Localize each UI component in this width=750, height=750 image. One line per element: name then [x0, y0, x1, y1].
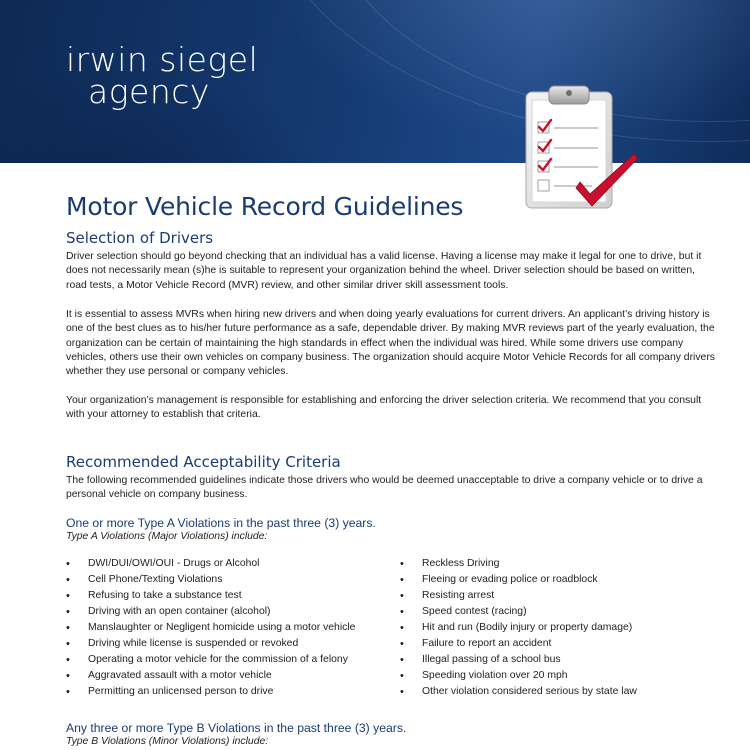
type-a-list-left: [66, 556, 355, 700]
list-item: • Refusing to take a substance test: [66, 588, 355, 604]
list-item: • Manslaughter or Negligent homicide using a motor vehicle: [66, 620, 355, 636]
type-a-list-right: [400, 556, 637, 700]
list-item: • Other violation considered serious by state law: [400, 684, 637, 700]
paragraph-1: Driver selection should go beyond checking that an individual has a valid license. Having a license may make it legal for one to drive, but it does not necessarily mean (s)he is suitable to represent your organization behind the wheel. Driver selection should be based on written, road tests, a Motor Vehicle Record (MVR) review, and other similar driver skill assessment tools.: [66, 251, 702, 291]
list-item: • Speeding violation over 20 mph: [400, 668, 637, 684]
list-item: • Failure to report an accident: [400, 636, 637, 652]
list-item: • Fleeing or evading police or roadblock: [400, 572, 637, 588]
section-heading-criteria: Recommended Acceptability Criteria: [66, 453, 341, 471]
page-title: Motor Vehicle Record Guidelines: [66, 192, 464, 221]
logo-line-1: irwin siegel: [66, 40, 259, 79]
type-b-subheading: Type B Violations (Minor Violations) include:: [66, 736, 269, 747]
list-item: • Speed contest (racing): [400, 604, 637, 620]
list-item: • DWI/DUI/OWI/OUI - Drugs or Alcohol: [66, 556, 355, 572]
section-heading-selection: Selection of Drivers: [66, 229, 214, 247]
type-a-subheading: Type A Violations (Major Violations) include:: [66, 531, 268, 542]
list-item: • Permitting an unlicensed person to drive: [66, 684, 355, 700]
list-item: • Reckless Driving: [400, 556, 637, 572]
criteria-intro: The following recommended guidelines indicate those drivers who would be deemed unacceptable to drive a company vehicle or to drive a personal vehicle on company business.: [66, 475, 703, 501]
list-item: • Aggravated assault with a motor vehicle: [66, 668, 355, 684]
list-item: • Driving with an open container (alcohol): [66, 604, 355, 620]
clipboard-checklist-icon: [522, 84, 642, 214]
paragraph-2: It is essential to assess MVRs when hiring new drivers and when doing yearly evaluations for current drivers. An applicant’s driving history is one of the best clues as to his/her future performance as a safe, dependable driver. By making MVR reviews part of the yearly evaluation, the organization can be certain of maintaining the high standards in effect when the individual was hired. While some drivers use company vehicles, others use their own vehicles on company business. The organization should acquire Motor Vehicle Records for all company drivers whether they use personal or company vehicles.: [66, 309, 715, 378]
paragraph-3: Your organization’s management is responsible for establishing and enforcing the driver selection criteria. We recommend that you consult with your attorney to establish that criteria.: [66, 395, 702, 421]
list-item: • Operating a motor vehicle for the commission of a felony: [66, 652, 355, 668]
company-logo: [66, 40, 259, 111]
list-item: • Illegal passing of a school bus: [400, 652, 637, 668]
type-b-heading: Any three or more Type B Violations in the past three (3) years.: [66, 721, 407, 735]
list-item: • Hit and run (Bodily injury or property damage): [400, 620, 637, 636]
list-item: • Resisting arrest: [400, 588, 637, 604]
list-item: • Cell Phone/Texting Violations: [66, 572, 355, 588]
type-a-heading: One or more Type A Violations in the past three (3) years.: [66, 516, 376, 530]
list-item: • Driving while license is suspended or revoked: [66, 636, 355, 652]
logo-line-2: agency: [88, 72, 210, 111]
